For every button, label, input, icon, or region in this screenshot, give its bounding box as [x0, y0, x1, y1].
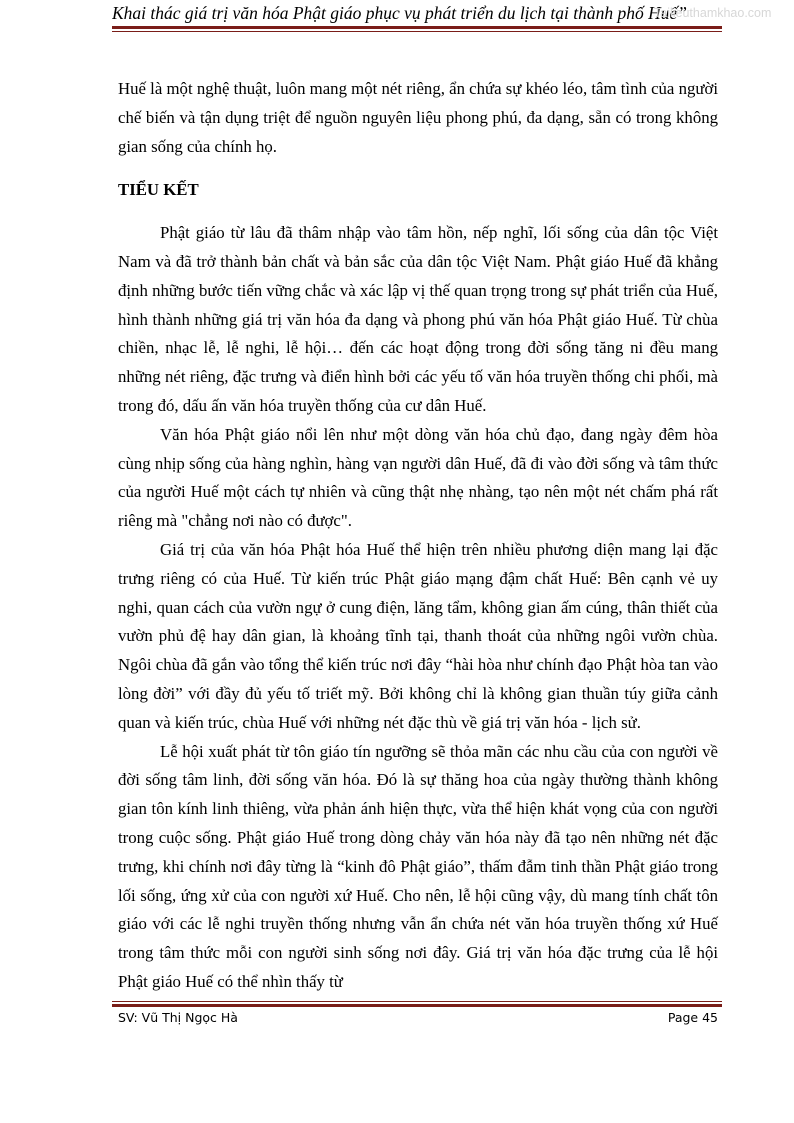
intro-paragraph: Huế là một nghệ thuật, luôn mang một nét riêng, ẩn chứa sự khéo léo, tâm tình của người chế biến và tận dụng triệt để nguồn nguyên liệu phong phú, đa dạng, sẵn có trong không gian sống của chính họ. — [118, 79, 718, 156]
body-paragraph-3: Giá trị của văn hóa Phật hóa Huế thể hiện trên nhiều phương diện mang lại đặc trưng riêng có của Huế. Từ kiến trúc Phật giáo mạng đậm chất Huế: Bên cạnh vẻ uy nghi, quan cách của vườn ngự ở cung điện, lăng tẩm, không gian ấm cúng, thân thiết của vườn phủ đệ hay dân gian, là khoảng tĩnh tại, thanh thoát của những ngôi vườn chùa. Ngôi chùa đã gắn vào tổng thể kiến trúc nơi đây “hài hòa như chính đạo Phật hòa tan vào lòng đời” với đầy đủ yếu tố triết mỹ. Bởi không chỉ là không gian thuần túy giữa cảnh quan và kiến trúc, chùa Huế với những nét đặc thù về giá trị văn hóa - lịch sử. — [118, 539, 718, 732]
footer-author: SV: Vũ Thị Ngọc Hà — [118, 1010, 238, 1025]
header-divider-thin — [112, 31, 722, 32]
footer-divider-thick — [112, 1004, 722, 1007]
body-paragraph-2: Văn hóa Phật giáo nổi lên như một dòng văn hóa chủ đạo, đang ngày đêm hòa cùng nhịp sống của hàng nghìn, hàng vạn người dân Huế, đã đi vào đời sống và tâm thức của người Huế một cách tự nhiên và cũng thật nhẹ nhàng, tạo nên một nét chấm phá rất riêng mà "chẳng nơi nào có được". — [118, 424, 718, 531]
header-title: Khai thác giá trị văn hóa Phật giáo phục vụ phát triển du lịch tại thành phố Huế” — [112, 3, 688, 23]
watermark-text: Tailieuthamkhao.com — [654, 6, 772, 20]
body-paragraph-1: Phật giáo từ lâu đã thâm nhập vào tâm hồn, nếp nghĩ, lối sống của dân tộc Việt Nam và đã trở thành bản chất và bản sắc của dân tộc Việt Nam. Phật giáo Huế đã khẳng định những bước tiến vững chắc và xác lập vị thế quan trọng trong sự phát triển của Huế, hình thành những giá trị văn hóa đa dạng và phong phú văn hóa Phật giáo Huế. Từ chùa chiền, nhạc lễ, lễ nghi, lễ hội… đến các hoạt động trong đời sống tăng ni đều mang những nét riêng, đặc trưng và điển hình bởi các yếu tố văn hóa truyền thống chi phối, mà trong đó, dấu ấn văn hóa truyền thống của cư dân Huế. — [118, 223, 718, 415]
body-paragraph-4: Lễ hội xuất phát từ tôn giáo tín ngưỡng sẽ thỏa mãn các nhu cầu của con người về đời sống tâm linh, đời sống văn hóa. Đó là sự thăng hoa của ngày thường thành không gian tôn kính linh thiêng, vừa phản ánh hiện thực, vừa thể hiện khát vọng của con người trong cuộc sống. Phật giáo Huế trong dòng chảy văn hóa này đã tạo nên những nét đặc trưng, khi chính nơi đây từng là “kinh đô Phật giáo”, thấm đẫm tinh thần Phật giáo trong lối sống, ứng xử của con người xứ Huế. Cho nên, lễ hội cũng vậy, dù mang tính chất tôn giáo với các lễ nghi truyền thống nhưng vẫn ẩn chứa nét văn hóa truyền thống xứ Huế trong tâm thức mỗi con người sinh sống nơi đây. Giá trị văn hóa đặc trưng của lễ hội Phật giáo Huế có thể nhìn thấy từ — [118, 741, 718, 991]
document-body — [118, 75, 718, 997]
footer-page-number: Page 45 — [667, 1010, 718, 1025]
section-heading: TIỂU KẾT — [118, 180, 199, 200]
footer-divider-thin — [112, 1001, 722, 1002]
header-divider-thick — [112, 26, 722, 29]
page-header — [112, 0, 722, 26]
